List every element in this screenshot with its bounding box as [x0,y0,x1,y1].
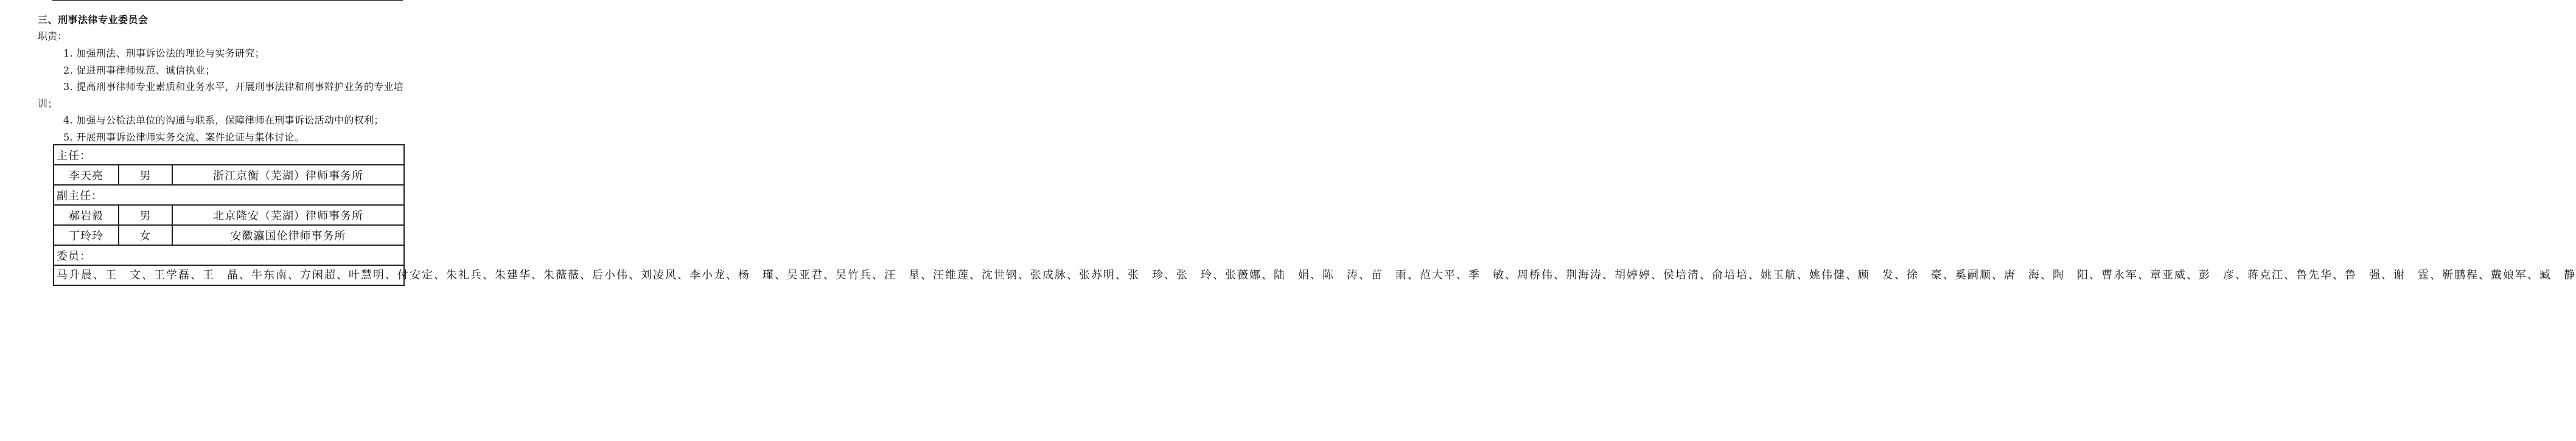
duty-item: 2. 促进刑事律师规范、诚信执业； [63,64,215,76]
deputy-header-row [54,185,404,205]
duty-item: 4. 加强与公检法单位的沟通与联系，保障律师在刑事诉讼活动中的权利； [63,114,384,126]
deputy-label: 副主任： [54,185,404,205]
deputy-gender: 男 [119,205,172,225]
duty-item: 3. 提高刑事律师专业素质和业务水平，开展刑事法律和刑事辩护业务的专业培训； [38,81,404,109]
deputy-firm: 北京隆安（芜湖）律师事务所 [172,205,404,225]
page-top-rule [52,0,403,1]
deputy-name: 郝岩毅 [54,205,119,225]
director-label: 主任： [54,145,404,165]
director-firm: 浙江京衡（芜湖）律师事务所 [172,165,404,185]
director-header-row [54,145,404,165]
members-row [54,265,404,285]
table-row [54,165,404,185]
deputy-gender: 女 [119,225,172,245]
deputy-name: 丁玲玲 [54,225,119,245]
members-header-row [54,245,404,265]
members-list: 马升晨、王 文、王学磊、王 晶、牛东南、方闲超、叶慧明、付安定、朱礼兵、朱建华、朱薇薇、后小伟、刘凌风、李小龙、杨 瑾、吴亚君、吴竹兵、汪 星、汪维莲、沈世钢、张成脉、张苏明、张 珍、张 玲、张薇娜、陆 娟、陈 涛、苗 雨、范大平、季 敏、周桥伟、荆海涛、胡婷婷、侯培清、俞培培、姚玉航、姚伟健、顾 发、徐 豪、奚嗣顺、唐 海、陶 阳、曹永军、章亚威、彭 彦、蒋克江、鲁先华、鲁 强、谢 霆、靳鹏程、戴娘军、臧 静 [57,269,2576,282]
table-row [54,225,404,245]
deputy-firm: 安徽瀛国伦律师事务所 [172,225,404,245]
members-label: 委员： [54,245,404,265]
duties-list [38,45,418,145]
duty-item: 5. 开展刑事诉讼律师实务交流、案件论证与集体讨论。 [63,131,305,143]
members-cell [54,265,2576,285]
duty-item: 1. 加强刑法、刑事诉讼法的理论与实务研究； [63,47,265,59]
committee-table [53,144,2576,286]
table-row [54,205,404,225]
director-gender: 男 [119,165,172,185]
section-heading: 三、刑事法律专业委员会 [38,14,148,26]
director-name: 李天亮 [54,165,119,185]
duties-label: 职责： [38,30,68,42]
